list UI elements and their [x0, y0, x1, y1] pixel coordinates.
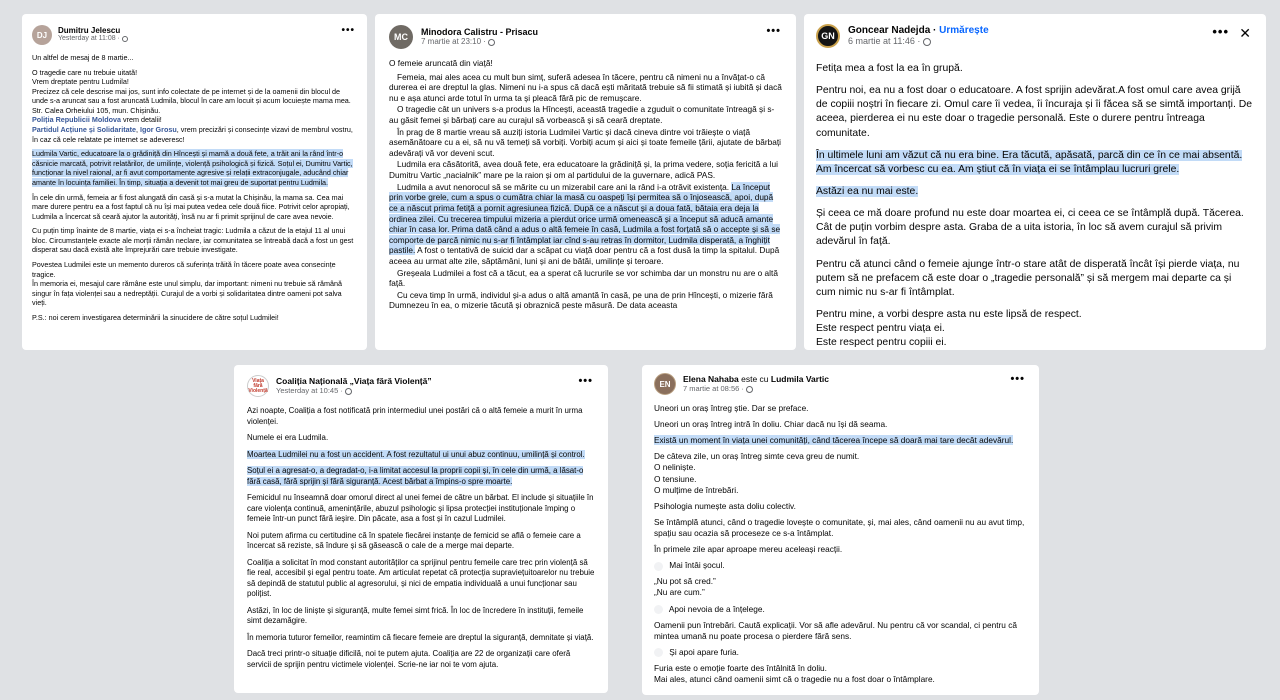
highlighted-text: Astăzi ea nu mai este. [816, 185, 919, 197]
post-body [389, 58, 783, 311]
avatar[interactable]: GN [816, 24, 840, 48]
tagged-person[interactable]: Ludmila Vartic [770, 373, 829, 384]
globe-icon [746, 386, 753, 393]
paragraph-text: „Nu are cum.” [654, 587, 705, 598]
post-paragraph [654, 435, 1027, 446]
post-card-goncear-nadejda [804, 14, 1266, 350]
post-header [816, 24, 1253, 48]
more-options-icon[interactable]: ••• [766, 25, 781, 37]
more-options-icon[interactable]: ••• [1212, 24, 1229, 39]
post-header [247, 375, 595, 397]
post-paragraph [32, 313, 357, 323]
post-header [389, 25, 783, 49]
emoji-icon [654, 605, 663, 614]
post-paragraph [247, 531, 595, 552]
avatar[interactable]: Viața fără Violență [247, 375, 269, 397]
avatar[interactable]: EN [654, 373, 676, 395]
paragraph-text: Uneori un oraș întreg intră în doliu. Chiar dacă nu își dă seama. [654, 419, 888, 430]
post-paragraph [247, 493, 595, 525]
post-paragraph [32, 226, 357, 255]
highlighted-text: La început prin vorbe grele, cum a spus o cumătra chiar la masă cu oaspeți își permitea să o înjosească, apoi, după ce a născut prima fetiță a pornit agresiunea fizică. După ce a născut și a doua fată, bătaia era deja la ordinea zilei. Cu trecerea timpului mizeria a pierdut orice urmă omenească și a început să aducă amante chiar în casa lor. Prima dată când a adus o altă femeie în casă, Ludmila a fost forțată să o accepte și să se comporte de parcă nimic nu s-ar fi întâmplat iar cînd s-au retras în dormitor, Ludmila disperată, a înghițit pastile. [389, 181, 781, 256]
post-paragraph [389, 159, 783, 180]
post-paragraph [816, 258, 1253, 300]
post-body [247, 406, 595, 670]
post-paragraph [654, 620, 1027, 642]
paragraph-text: Și ceea ce mă doare profund nu este doar moartea ei, ci ceea ce se întâmplă după. Tăcerea. Cât de puțin vorbim despre asta. Graba de a uita istoria, în loc să avem curajul să privim adevărul în față. [816, 208, 1244, 248]
avatar[interactable]: DJ [32, 25, 52, 45]
paragraph-text: Femeia, mai ales acea cu mult bun simț, suferă adesea în tăcere, pentru că nimeni nu a învățat-o că durerea ei are dreptul la glas. Nimeni nu i-a spus că dacă ești măritată trebuie să fii stimată și iubită și dacă nu e așa atunci arde totul în urma ta și pleacă fără pic de remușcare. [389, 71, 782, 103]
paragraph-text: Mai ales, atunci când oamenii simt că o tragedie nu a fost doar o întâmplare. [654, 674, 935, 685]
post-paragraph [654, 517, 1027, 539]
highlighted-text: Există un moment în viața unei comunități, când tăcerea începe să doară mai tare decât adevărul. [654, 435, 1014, 446]
mention-link[interactable]: Partidul Acțiune și Solidaritate [32, 125, 136, 135]
post-paragraph [654, 647, 1027, 658]
more-options-icon[interactable]: ••• [1010, 373, 1025, 385]
post-paragraph [654, 544, 1027, 555]
post-paragraph [816, 207, 1253, 249]
post-body [32, 53, 357, 322]
paragraph-text: O tragedie care nu trebuie uitată! [32, 67, 138, 77]
author-name[interactable]: Elena Nahaba [683, 373, 739, 384]
paragraph-text: O tragedie cât un univers s-a produs la Hîncești, aceastã tragedie a zguduit o comunitate întreagă și s-au găsit femei și bărbați care au curajul să vorbească și să ceară dreptate. [389, 104, 775, 126]
paragraph-text: , [135, 125, 140, 135]
post-paragraph [389, 290, 783, 311]
post-time[interactable]: 6 martie at 11:46 · [848, 36, 989, 47]
post-body [816, 62, 1253, 350]
paragraph-text: Astăzi, în loc de liniște și siguranță, multe femei simt frică. În loc de încredere în instituții, femeile simt dezamăgire. [247, 605, 584, 625]
post-header [32, 25, 357, 45]
post-paragraph [32, 68, 357, 145]
emoji-icon [654, 648, 663, 657]
paragraph-text: Coaliția a solicitat în mod constant autorităților ca sprijinul pentru femeile care trec prin violență să fie real, accesibil și egal pentru toate. Am articulat repetat că protecția supraviețuitoarelor nu trebuie să depindă de statutul public al agresorului, și nici de empatia individuală a unui funcționar sau polițist. [247, 557, 595, 598]
post-paragraph [32, 260, 357, 308]
post-paragraph [389, 104, 783, 125]
post-paragraph [654, 451, 1027, 495]
author-name[interactable]: Goncear Nadejda [848, 24, 931, 36]
post-paragraph [816, 84, 1253, 141]
paragraph-text: O tensiune. [654, 473, 697, 484]
post-card-minodora-calistru [375, 14, 796, 350]
highlighted-text: Ludmila Vartic, educatoare la o grădiniță din Hîncești și mamă a două fete, a trăit ani la rând într-o căsnicie marcată, potrivit relatărilor, de umilințe, violență psihologică și fizică. Soțul ei, Dumitru Vartic, funcționar la nivel raional, ar fi avut comportamente agresive și relații extraconjugale, aducând chiar amante în locuința familiei. În timp, situația a devenit tot mai greu de suportat pentru Ludmila. [32, 149, 353, 187]
post-time[interactable]: 7 martie at 23:10 · [421, 37, 538, 47]
post-paragraph [654, 576, 1027, 598]
post-paragraph [389, 127, 783, 159]
paragraph-text: Oamenii pun întrebări. Caută explicații. Vor să afle adevărul. Nu pentru că vor scandal, ci pentru că mintea umană nu poate procesa o pierdere fără sens. [654, 619, 1017, 641]
paragraph-text: Se întâmplă atunci, când o tragedie lovește o comunitate, și, mai ales, când oamenii nu au avut timp, spațiu sau ocazia să proceseze ce s-a întâmplat. [654, 516, 1025, 538]
post-paragraph [816, 62, 1253, 76]
post-paragraph [247, 450, 595, 461]
post-card-coalitia-nationala [234, 365, 608, 693]
avatar[interactable]: MC [389, 25, 413, 49]
post-paragraph [816, 149, 1253, 177]
post-paragraph [389, 182, 783, 267]
post-card-elena-nahaba [642, 365, 1039, 695]
post-body [654, 403, 1027, 685]
paragraph-text: Ludmila a avut nenorocul să se mărite cu un mizerabil care ani la rând i-a otrăvit existența. [397, 181, 732, 192]
paragraph-text: Uneori un oraș întreg știe. Dar se preface. [654, 403, 809, 413]
paragraph-text: Greșeala Ludmilei a fost că a tăcut, ea a sperat că lucrurile se vor schimba dar un monstru nu are o altă față. [389, 267, 778, 289]
paragraph-text: Pentru noi, ea nu a fost doar o educatoare. A fost sprijin adevărat.A fost omul care avea grijă de copiii noștri în fiecare zi. Omul care îi vedea, îi încuraja și îi făcea să se simtă importanți. De aceea, pierderea ei nu este doar o tragedie personală. Este o durere pentru întreaga comunitate. [816, 85, 1253, 139]
paragraph-text: Pentru mine, a vorbi despre asta nu este lipsă de respect. [816, 308, 1082, 320]
paragraph-text: Noi putem afirma cu certitudine că în spatele fiecărei instanțe de femicid se află o femeie care a încercat să reziste, să îndure și să găsească o cale de a merge mai departe. [247, 530, 581, 550]
highlighted-text: Soțul ei a agresat-o, a degradat-o, i-a limitat accesul la proprii copii și, în cele din urmă, a lăsat-o fără casă, fără sprijin și fără siguranță. Acest bărbat a împins-o spre moarte. [247, 466, 584, 486]
post-paragraph [32, 53, 357, 63]
highlighted-text: Moartea Ludmilei nu a fost un accident. A fost rezultatul ui unui abuz continuu, umilință și control. [247, 449, 585, 459]
author-name[interactable]: Coaliția Națională „Viața fără Violență” [276, 375, 432, 386]
post-paragraph [389, 268, 783, 289]
post-paragraph [389, 58, 783, 69]
post-paragraph [654, 403, 1027, 414]
author-line [683, 375, 829, 385]
globe-icon [122, 36, 128, 42]
paragraph-text: Apoi nevoia de a înțelege. [667, 603, 765, 614]
paragraph-text: Pentru că atunci când o femeie ajunge într-o stare atât de disperată încât își pierde viața, nu putem să ne prefacem că este doar o „tragedie personală” și să mergem mai departe ca și cum nimic nu s-ar fi întâmplat. [816, 258, 1240, 298]
paragraph-text: Este respect pentru copiii ei. [816, 337, 947, 349]
paragraph-text: Și apoi apare furia. [667, 646, 739, 657]
post-paragraph [247, 633, 595, 644]
paragraph-text: Fetița mea a fost la ea în grupă. [816, 63, 963, 74]
author-name[interactable]: Dumitru Jelescu [58, 26, 121, 36]
paragraph-text: vrem detalii! [121, 115, 162, 125]
paragraph-text: Furia este o emoție foarte des întâlnită în doliu. [654, 662, 827, 673]
paragraph-text: Psihologia numește asta doliu colectiv. [654, 500, 796, 511]
post-time[interactable]: Yesterday at 11:08 · [58, 35, 128, 43]
paragraph-text: Este respect pentru viața ei. [816, 323, 945, 335]
paragraph-text: O femeie aruncată din viață! [389, 58, 493, 68]
post-paragraph [654, 663, 1027, 685]
paragraph-text: Un altfel de mesaj de 8 martie... [32, 53, 134, 62]
follow-button[interactable]: Urmărește [939, 24, 989, 36]
mention-link[interactable]: Igor Grosu [139, 125, 177, 135]
paragraph-text: O mulțime de întrebări. [654, 484, 739, 495]
paragraph-text: Povestea Ludmilei este un memento dureros că suferința trăită în tăcere poate avea consecințe tragice. [32, 259, 336, 279]
paragraph-text: Precizez că cele descrise mai jos, sunt info colectate de pe internet și de la oamenii din blocul de unde s-a aruncat sau a fost aruncată Ludmila, blocul în care am locuit și acum locuiește mama mea. Str. Calea Orheiului 105, mun. Chișinău. [32, 86, 351, 115]
paragraph-text: În memoria ei, mesajul care rămâne este unul simplu, dar important: nimeni nu trebuie să rămână singur în fața violenței sau a nedreptății. Curajul de a vorbi și solidaritatea dintre oameni pot salva vieți. [32, 279, 343, 308]
paragraph-text: Cu puțin timp înainte de 8 martie, viața ei s-a încheiat tragic: Ludmila a căzut de la etajul 11 al unui bloc. Circumstanțele exacte ale morții rămân neclare, iar comunitatea se întreabă dacă a fost un gest disperat sau dacă există alte împrejurări care trebuie investigate. [32, 226, 354, 255]
post-paragraph [32, 193, 357, 222]
close-icon[interactable]: ✕ [1239, 25, 1251, 41]
paragraph-text: Vrem dreptate pentru Ludmila! [32, 77, 129, 87]
post-paragraph [247, 649, 595, 670]
paragraph-text: O neliniște. [654, 462, 696, 473]
paragraph-text: În cele din urmă, femeia ar fi fost alungată din casă și s-a mutat la Chișinău, la mama sa. Cea mai mare durere pentru ea a fost faptul că nu își mai putea vedea cele două fiice. Potrivit celor apropiați, Ludmila a încercat să ceară ajutor la autorități, însă nu ar fi primit sprijinul de care avea nevoie. [32, 192, 350, 221]
author-name[interactable]: Minodora Calistru - Prisacu [421, 27, 539, 38]
paragraph-text: Numele ei era Ludmila. [247, 433, 329, 442]
post-paragraph [654, 604, 1027, 615]
paragraph-text: P.S.: noi cerem investigarea determinării la sinucidere de către soțul Ludmilei! [32, 312, 279, 322]
globe-icon [488, 39, 495, 46]
paragraph-text: În memoria tuturor femeilor, reamintim că fiecare femeie are dreptul la siguranță, demnitate și viață. [247, 632, 594, 642]
more-options-icon[interactable]: ••• [578, 375, 593, 387]
post-paragraph [247, 466, 595, 487]
paragraph-text: , vrem precizări și consecințe vizavi de membrul vostru, în caz că cele relatate pe internet se adeveresc! [32, 125, 353, 144]
author-line: Goncear Nadejda · Urmărește [848, 24, 989, 36]
paragraph-text: „Nu pot să cred.” [654, 576, 716, 587]
highlighted-text: În ultimele luni am văzut că nu era bine. Era tăcută, apăsată, parcă din ce în ce mai absentă. Am încercat să vorbesc cu ea. Am știut că în viața ei se întâmplau lucruri grele. [816, 149, 1243, 175]
post-paragraph [247, 606, 595, 627]
globe-icon [345, 388, 352, 395]
paragraph-text: Cu ceva timp în urmă, individul și-a adus o altă amantă în casă, pe una de prin Hîncești, o mizerie fără Dumnezeu în ea, o mizerie tăcută și obraznică peste măsură. De data aceasta [389, 289, 773, 311]
paragraph-text: Dacă treci printr-o situație dificilă, noi te putem ajuta. Coaliția are 22 de organizații care oferă servicii de sprijin pentru victimele violenței. Scrie-ne iar noi te vom ajuta. [247, 649, 571, 669]
paragraph-text: Femicidul nu înseamnă doar omorul direct al unei femei de către un bărbat. El include și situațiile în care violența continuă, amenințările, abuzul psihologic și lipsa protecției instituționale împing o femeie într-un punct fără ieșire. Din păcate, asa a fost și în cazul Ludmilei. [247, 493, 594, 523]
emoji-icon [654, 562, 663, 571]
post-paragraph [247, 406, 595, 427]
post-time[interactable]: 7 martie at 08:56 · [683, 384, 829, 393]
paragraph-text: În prag de 8 martie vreau să auziți istoria Ludmilei Vartic și dacă cineva dintre voi trăiește o viață asemănătoare cu a ei, să nu vă temeți să vorbiți. Vorbiți acum și aici și toate femeile țării, ajutate de bărbați adevărați vă vor deveni scut. [389, 126, 781, 158]
post-paragraph [654, 419, 1027, 430]
paragraph-text: Ludmila era căsătorită, avea două fete, era educatoare la grădiniță și, la prima vedere, soția fericită a lui Dumitru Vartic „nacialnik” mare pe la raion și om al partidului de la guvernare, adică PAS. [389, 159, 778, 181]
post-paragraph [816, 308, 1253, 350]
paragraph-text: Azi noapte, Coaliția a fost notificată prin intermediul unei postări că o altă femeie a murit în urma violenței. [247, 406, 583, 426]
post-header [654, 373, 1027, 395]
post-paragraph [247, 433, 595, 444]
post-paragraph [389, 72, 783, 104]
globe-icon [923, 38, 931, 46]
post-paragraph [247, 558, 595, 600]
post-paragraph [654, 501, 1027, 512]
post-paragraph [32, 149, 357, 187]
paragraph-text: Mai întâi șocul. [667, 560, 725, 571]
post-time[interactable]: Yesterday at 10:45 · [276, 386, 432, 395]
paragraph-text: De câteva zile, un oraș întreg simte ceva greu de numit. [654, 451, 860, 462]
post-card-dumitru-jelescu [22, 14, 367, 350]
post-paragraph [816, 185, 1253, 199]
more-options-icon[interactable]: ••• [341, 25, 355, 36]
paragraph-text: În primele zile apar aproape mereu aceleași reacții. [654, 544, 843, 555]
post-paragraph [654, 560, 1027, 571]
paragraph-text: A fost o tentativă de suicid dar a scăpat cu viață doar pentru că a fost dusă la timp la spitalul. După aceea au urmat alte zile, săptămâni, luni și ani de bătăi, umilințe și teroare. [389, 245, 780, 266]
with-text: este cu [738, 373, 771, 384]
mention-link[interactable]: Poliția Republicii Moldova [32, 115, 122, 125]
